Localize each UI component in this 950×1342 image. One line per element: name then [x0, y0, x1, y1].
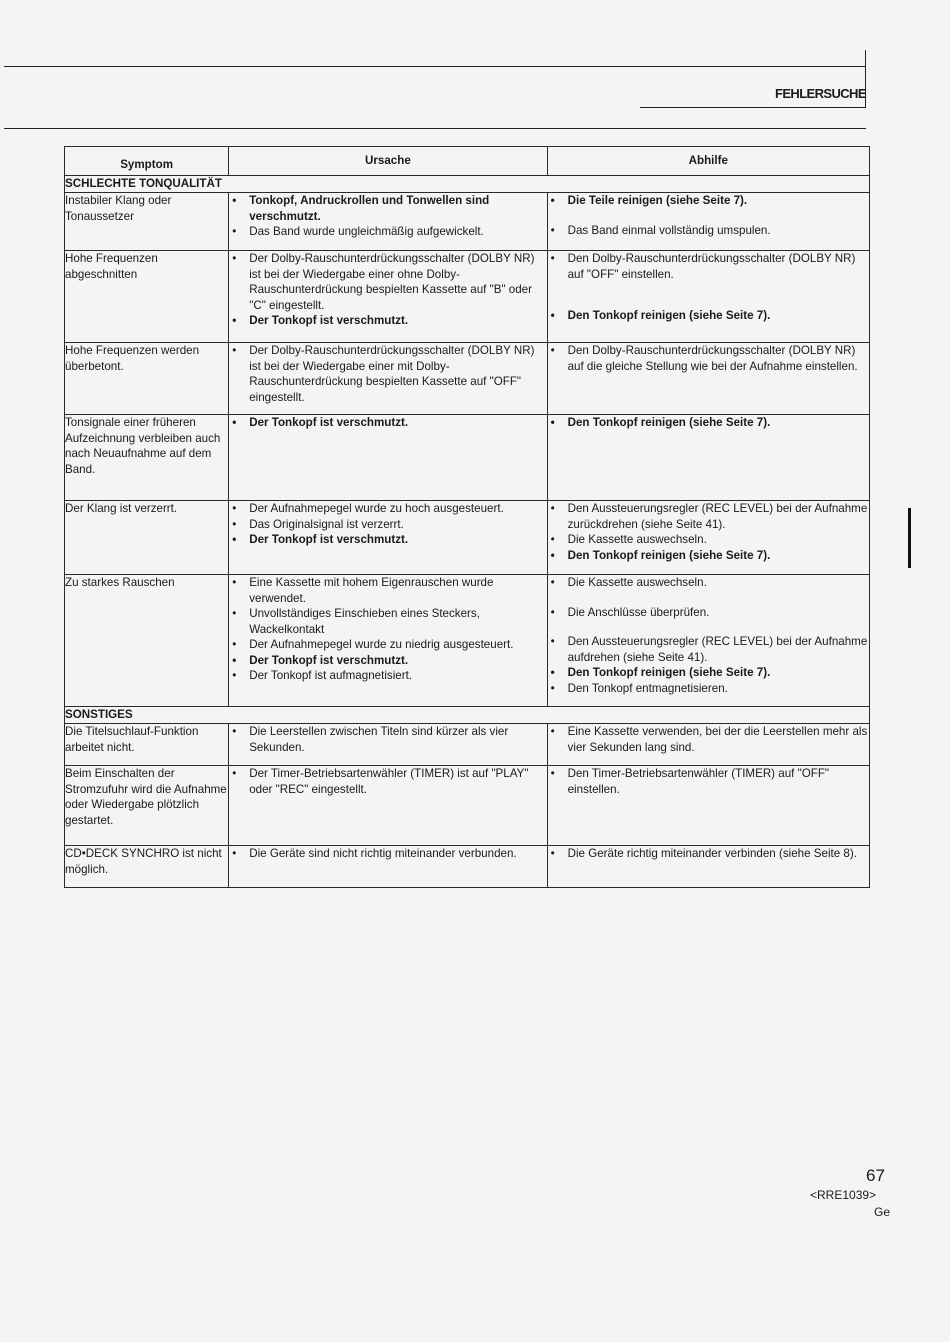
page-number: 67 [866, 1166, 885, 1185]
list-item: • Der Tonkopf ist verschmutzt. [229, 415, 546, 431]
cause-cell [229, 501, 547, 575]
list-item: • Den Tonkopf reinigen (siehe Seite 7). [548, 665, 869, 681]
column-header-symptom: Symptom [65, 147, 229, 176]
table-row [65, 415, 870, 501]
table-row [65, 343, 870, 415]
list-item: • Den Tonkopf reinigen (siehe Seite 7). [548, 308, 869, 324]
list-item: • Tonkopf, Andruckrollen und Tonwellen sind verschmutzt. [229, 193, 546, 224]
list-item: • Die Leerstellen zwischen Titeln sind kürzer als vier Sekunden. [229, 724, 546, 755]
section-row [65, 707, 870, 724]
table-row [65, 251, 870, 343]
symptom-cell: Hohe Frequenzen werden überbetont. [65, 343, 229, 415]
list-item: • Das Band einmal vollständig umspulen. [548, 223, 869, 239]
table-row [65, 724, 870, 766]
list-item: • Die Geräte richtig miteinander verbinden (siehe Seite 8). [548, 846, 869, 862]
list-item: • Den Tonkopf reinigen (siehe Seite 7). [548, 548, 869, 564]
list-item: • Eine Kassette verwenden, bei der die Leerstellen mehr als vier Sekunden lang sind. [548, 724, 869, 755]
list-item: • Den Tonkopf reinigen (siehe Seite 7). [548, 415, 869, 431]
cause-cell [229, 766, 547, 846]
list-item: • Der Dolby-Rauschunterdrückungsschalter (DOLBY NR) ist bei der Wiedergabe einer ohne Dolby-Rauschunterdrückung bespielten Kassette auf "B" oder "C" eingestellt. [229, 251, 546, 313]
margin-mark [908, 508, 911, 568]
cause-cell [229, 575, 547, 707]
remedy-cell [547, 501, 869, 575]
list-item: • Die Geräte sind nicht richtig miteinander verbunden. [229, 846, 546, 862]
symptom-cell: Beim Einschalten der Stromzufuhr wird die Aufnahme oder Wiedergabe plötzlich gestartet. [65, 766, 229, 846]
list-item: • Die Teile reinigen (siehe Seite 7). [548, 193, 869, 209]
column-header-remedy: Abhilfe [547, 147, 869, 176]
cause-cell [229, 251, 547, 343]
list-item: • Der Dolby-Rauschunterdrückungsschalter (DOLBY NR) ist bei der Wiedergabe einer mit Dolby-Rauschunterdrückung bespielten Kassette auf "OFF" eingestellt. [229, 343, 546, 405]
symptom-cell: CD•DECK SYNCHRO ist nicht möglich. [65, 846, 229, 888]
list-item: • Das Band wurde ungleichmäßig aufgewickelt. [229, 224, 546, 240]
section-title: SCHLECHTE TONQUALITÄT [65, 176, 870, 193]
troubleshooting-table [64, 146, 870, 888]
cause-cell [229, 343, 547, 415]
symptom-cell: Tonsignale einer früheren Aufzeichnung verbleiben auch nach Neuaufnahme auf dem Band. [65, 415, 229, 501]
remedy-cell [547, 766, 869, 846]
cause-cell [229, 193, 547, 251]
header-box-bottom-rule [640, 107, 866, 108]
list-item: • Unvollständiges Einschieben eines Steckers, Wackelkontakt [229, 606, 546, 637]
list-item: • Das Originalsignal ist verzerrt. [229, 517, 546, 533]
list-item: • Den Aussteuerungsregler (REC LEVEL) bei der Aufnahme zurückdrehen (siehe Seite 41). [548, 501, 869, 532]
column-header-cause: Ursache [229, 147, 547, 176]
list-item: • Der Aufnahmepegel wurde zu niedrig ausgesteuert. [229, 637, 546, 653]
section-title: SONSTIGES [65, 707, 870, 724]
list-item: • Die Anschlüsse überprüfen. [548, 605, 869, 621]
list-item: • Der Timer-Betriebsartenwähler (TIMER) ist auf "PLAY" oder "REC" eingestellt. [229, 766, 546, 797]
list-item: • Der Aufnahmepegel wurde zu hoch ausgesteuert. [229, 501, 546, 517]
list-item: • Den Aussteuerungsregler (REC LEVEL) bei der Aufnahme aufdrehen (siehe Seite 41). [548, 634, 869, 665]
section-row [65, 176, 870, 193]
table-row [65, 575, 870, 707]
list-item: • Den Timer-Betriebsartenwähler (TIMER) auf "OFF" einstellen. [548, 766, 869, 797]
remedy-cell [547, 415, 869, 501]
list-item: • Die Kassette auswechseln. [548, 575, 869, 591]
divider-rule [4, 128, 866, 129]
remedy-cell [547, 724, 869, 766]
symptom-cell: Instabiler Klang oder Tonaussetzer [65, 193, 229, 251]
section-header-title: FEHLERSUCHE [775, 86, 866, 101]
document-code: <RRE1039> [810, 1188, 877, 1202]
cause-cell [229, 415, 547, 501]
symptom-cell: Der Klang ist verzerrt. [65, 501, 229, 575]
table-row [65, 501, 870, 575]
list-item: • Der Tonkopf ist verschmutzt. [229, 653, 546, 669]
list-item: • Eine Kassette mit hohem Eigenrauschen wurde verwendet. [229, 575, 546, 606]
list-item: • Den Dolby-Rauschunterdrückungsschalter (DOLBY NR) auf "OFF" einstellen. [548, 251, 869, 282]
list-item: • Die Kassette auswechseln. [548, 532, 869, 548]
top-rule [4, 66, 866, 67]
remedy-cell [547, 846, 869, 888]
cause-cell [229, 846, 547, 888]
list-item: • Der Tonkopf ist aufmagnetisiert. [229, 668, 546, 684]
symptom-cell: Hohe Frequenzen abgeschnitten [65, 251, 229, 343]
remedy-cell [547, 251, 869, 343]
list-item: • Der Tonkopf ist verschmutzt. [229, 532, 546, 548]
table-row [65, 193, 870, 251]
table-row [65, 766, 870, 846]
remedy-cell [547, 343, 869, 415]
remedy-cell [547, 575, 869, 707]
list-item: • Der Tonkopf ist verschmutzt. [229, 313, 546, 329]
symptom-cell: Zu starkes Rauschen [65, 575, 229, 707]
cause-cell [229, 724, 547, 766]
table-row [65, 846, 870, 888]
remedy-cell [547, 193, 869, 251]
language-code: Ge [874, 1205, 891, 1219]
symptom-cell: Die Titelsuchlauf-Funktion arbeitet nicht. [65, 724, 229, 766]
list-item: • Den Dolby-Rauschunterdrückungsschalter (DOLBY NR) auf die gleiche Stellung wie bei der Aufnahme einstellen. [548, 343, 869, 374]
list-item: • Den Tonkopf entmagnetisieren. [548, 681, 869, 697]
